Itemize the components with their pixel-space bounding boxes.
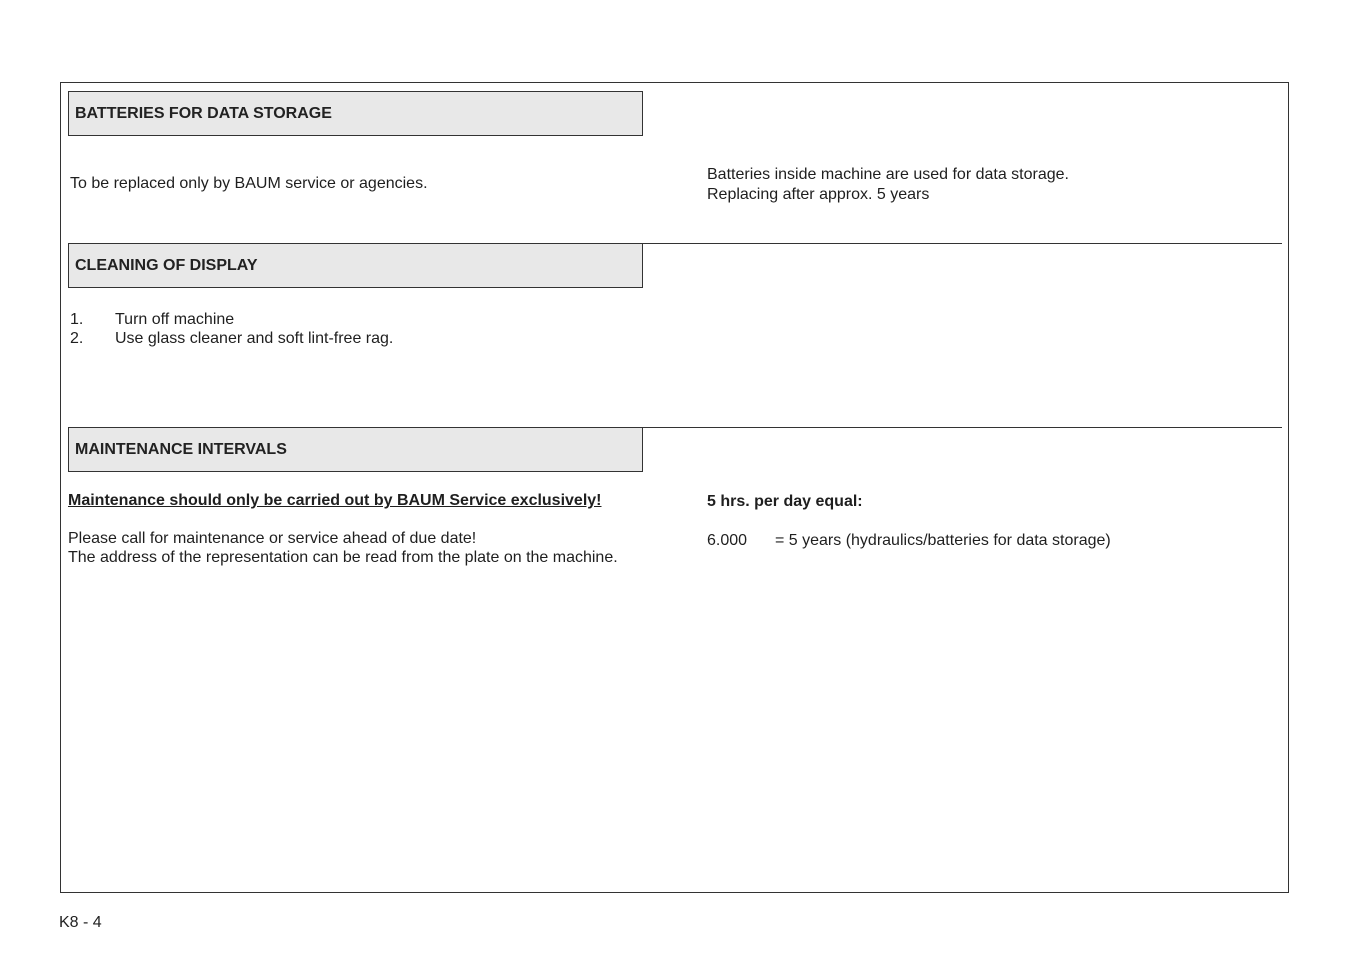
section-divider — [643, 243, 1282, 244]
interval-text: = 5 years (hydraulics/batteries for data storage) — [775, 532, 1111, 549]
maintenance-right-heading: 5 hrs. per day equal: — [707, 493, 863, 510]
cleaning-step-number: 1. — [70, 311, 84, 328]
maintenance-line-1: Please call for maintenance or service ahead of due date! — [68, 530, 477, 547]
maintenance-heading: MAINTENANCE INTERVALS — [68, 427, 643, 472]
maintenance-notice: Maintenance should only be carried out by BAUM Service exclusively! — [68, 492, 602, 509]
page-frame — [60, 82, 1289, 893]
batteries-right-line-1: Batteries inside machine are used for data storage. — [707, 166, 1069, 183]
cleaning-step-number: 2. — [70, 330, 84, 347]
maintenance-line-2: The address of the representation can be read from the plate on the machine. — [68, 549, 618, 566]
page-number: K8 - 4 — [59, 914, 102, 931]
batteries-heading: BATTERIES FOR DATA STORAGE — [68, 91, 643, 136]
batteries-right-line-2: Replacing after approx. 5 years — [707, 186, 930, 203]
cleaning-step-text: Use glass cleaner and soft lint-free rag. — [115, 330, 394, 347]
section-divider — [643, 427, 1282, 428]
batteries-left-text: To be replaced only by BAUM service or agencies. — [70, 175, 428, 192]
cleaning-step-text: Turn off machine — [115, 311, 235, 328]
cleaning-heading: CLEANING OF DISPLAY — [68, 243, 643, 288]
interval-value: 6.000 — [707, 532, 748, 549]
